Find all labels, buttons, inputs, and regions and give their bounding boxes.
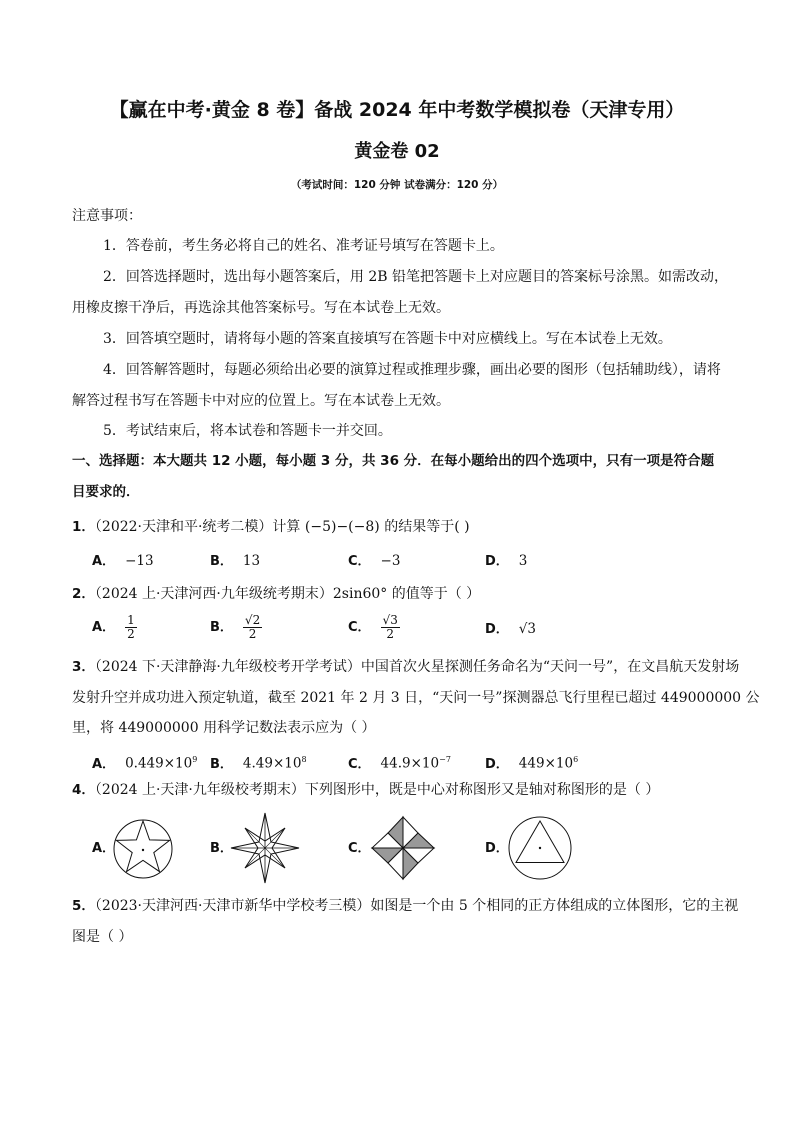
question-1: 1．（2022·天津和平·统考二模）计算 (−5)−(−8) 的结果等于( ): [72, 519, 470, 535]
q2-option-d[interactable]: D． √3: [485, 621, 536, 637]
circle-triangle-figure: [507, 815, 573, 881]
question-3-line-3: 里，将 449000000 用科学记数法表示应为（ ）: [72, 720, 376, 736]
question-5-line-2: 图是（ ）: [72, 929, 133, 945]
q1-option-d[interactable]: D． 3: [485, 553, 528, 569]
q1-option-c[interactable]: C． −3: [348, 553, 401, 569]
note-2-line-2: 用橡皮擦干净后，再选涂其他答案标号。写在本试卷上无效。: [72, 300, 450, 316]
note-4-line-2: 解答过程书写在答题卡中对应的位置上。写在本试卷上无效。: [72, 393, 450, 409]
q3-option-c[interactable]: C． $44.9\times 10^{-7}$: [348, 755, 451, 772]
q4-option-a[interactable]: A．: [92, 841, 116, 856]
note-3: 3．回答填空题时，请将每小题的答案直接填写在答题卡中对应横线上。写在本试卷上无效。: [103, 331, 672, 347]
circle-star-figure: [112, 818, 174, 880]
q3-option-d[interactable]: D． $449\times 10^6$: [485, 755, 579, 772]
q3-option-a[interactable]: A． $0.449\times 10^9$: [92, 755, 198, 772]
question-3-line-1: 3．（2024 下·天津静海·九年级校考开学考试）中国首次火星探测任务命名为“天问一号”，在文昌航天发射场: [72, 659, 740, 675]
question-5-line-1: 5．（2023·天津河西·天津市新华中学校考三模）如图是一个由 5 个相同的正方体组成的立体图形，它的主视: [72, 898, 739, 914]
exam-title: 【赢在中考·黄金 8 卷】备战 2024 年中考数学模拟卷（天津专用）: [109, 99, 685, 121]
q2-option-b[interactable]: B． $\frac{√2}{2}$: [210, 613, 261, 641]
note-5: 5．考试结束后，将本试卷和答题卡一并交回。: [103, 423, 392, 439]
section-1-line-1: 一、选择题：本大题共 12 小题，每小题 3 分，共 36 分．在每小题给出的四个选项中，只有一项是符合题: [72, 453, 715, 469]
notes-heading: 注意事项：: [72, 208, 142, 224]
pinwheel-figure: [370, 815, 436, 881]
note-2-line-1: 2．回答选择题时，选出每小题答案后，用 2B 铅笔把答题卡上对应题目的答案标号涂黑。如需改动，: [103, 269, 729, 285]
q4-option-d[interactable]: D．: [485, 841, 509, 856]
q2-option-c[interactable]: C． $\frac{√3}{2}$: [348, 613, 398, 641]
note-1: 1．答卷前，考生务必将自己的姓名、准考证号填写在答题卡上。: [103, 238, 504, 254]
q1-option-b[interactable]: B． 13: [210, 553, 261, 569]
q2-option-a[interactable]: A． $\frac{1}{2}$: [92, 613, 135, 641]
q4-option-b[interactable]: B．: [210, 841, 233, 856]
note-4-line-1: 4．回答解答题时，每题必须给出必要的演算过程或推理步骤，画出必要的图形（包括辅助线），请将: [103, 362, 721, 378]
q4-option-c[interactable]: C．: [348, 841, 371, 856]
exam-subtitle: 黄金卷 02: [354, 141, 440, 162]
exam-info: （考试时间：120 分钟 试卷满分：120 分）: [290, 179, 504, 191]
section-1-line-2: 目要求的．: [72, 484, 140, 500]
q3-option-b[interactable]: B． $4.49\times 10^8$: [210, 755, 307, 772]
q1-option-a[interactable]: A． −13: [92, 553, 154, 569]
question-2: 2．（2024 上·天津河西·九年级统考期末）2sin60° 的值等于（ ）: [72, 586, 481, 602]
compass-star-figure: [230, 812, 300, 884]
question-3-line-2: 发射升空并成功进入预定轨道，截至 2021 年 2 月 3 日，“天问一号”探测器总飞行里程已超过 449000000 公: [72, 690, 760, 706]
question-4: 4．（2024 上·天津·九年级校考期末）下列图形中，既是中心对称图形又是轴对称图形的是（ ）: [72, 782, 660, 798]
